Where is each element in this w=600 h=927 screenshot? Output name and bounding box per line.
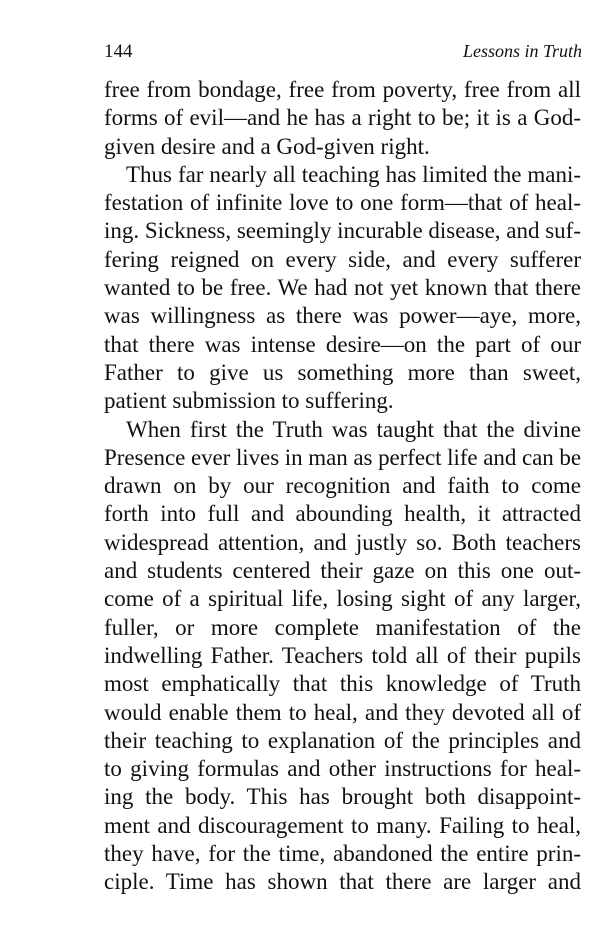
text-line: was willingness as there was power—aye, more, (104, 303, 581, 329)
text-line: given desire and a God-given right. (104, 133, 430, 159)
text-line: to giving formulas and other instructions for heal- (104, 756, 581, 782)
text-line: would enable them to heal, and they devoted all of (104, 699, 581, 725)
text-line: When first the Truth was taught that the divine (126, 416, 581, 442)
text-line: ciple. Time has shown that there are larger and (104, 869, 581, 895)
text-line: indwelling Father. Teachers told all of their pupils (104, 642, 581, 668)
page-number: 144 (104, 41, 133, 62)
text-line: their teaching to explanation of the principles and (104, 727, 581, 753)
running-title: Lessons in Truth (462, 41, 582, 61)
text-line: Father to give us something more than sweet, (104, 359, 581, 385)
text-line: free from bondage, free from poverty, free from all (104, 77, 581, 102)
text-line: patient submission to suffering. (104, 388, 394, 414)
text-line: forms of evil—and he has a right to be; it is a God- (104, 105, 581, 131)
text-line: and students centered their gaze on this one out- (104, 558, 581, 584)
text-line: wanted to be free. We had not yet known that there (104, 275, 581, 301)
text-line: come of a spiritual life, losing sight of any larger, (104, 586, 581, 612)
body-text (104, 76, 581, 897)
text-line: fuller, or more complete manifestation of the (104, 614, 581, 640)
text-line: forth into full and abounding health, it attracted (104, 501, 581, 527)
text-line: widespread attention, and justly so. Both teachers (104, 529, 581, 555)
text-line: drawn on by our recognition and faith to come (104, 473, 581, 499)
text-line: that there was intense desire—on the part of our (104, 331, 581, 357)
text-line: ment and discouragement to many. Failing to heal, (104, 812, 581, 838)
text-line: fering reigned on every side, and every sufferer (104, 246, 581, 272)
text-line: festation of infinite love to one form—that of heal- (104, 190, 581, 216)
text-line: Thus far nearly all teaching has limited the mani- (126, 161, 581, 187)
running-head (104, 41, 582, 65)
text-line: ing the body. This has brought both disappoint- (104, 784, 581, 810)
text-line: they have, for the time, abandoned the entire prin- (104, 841, 581, 867)
text-line: ing. Sickness, seemingly incurable disease, and suf- (104, 218, 581, 244)
text-line: most emphatically that this knowledge of Truth (104, 671, 581, 697)
text-line: Presence ever lives in man as perfect life and can be (104, 444, 581, 470)
